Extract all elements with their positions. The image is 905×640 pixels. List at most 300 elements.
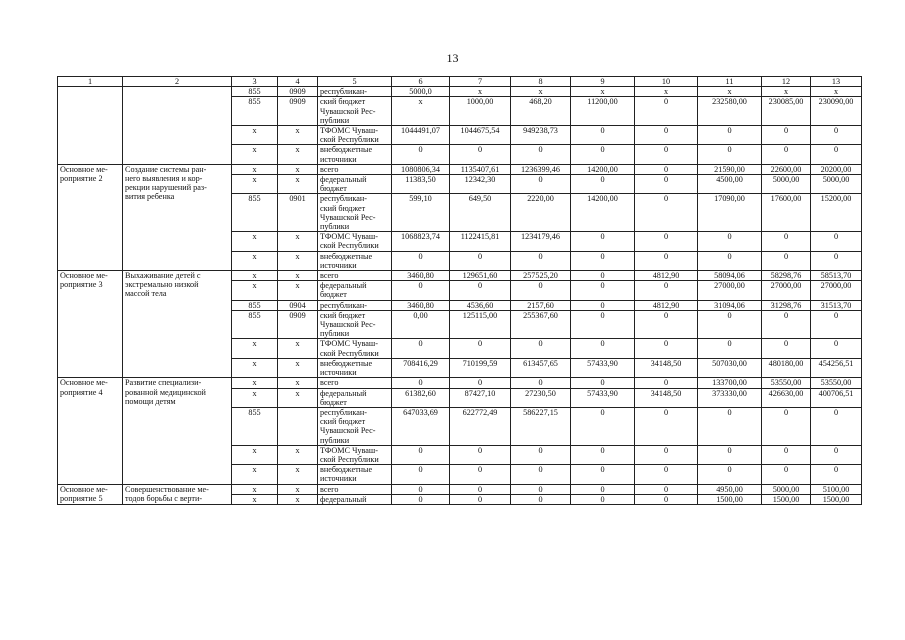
funding-source-line: ТФОМС Чуваш-: [320, 445, 378, 455]
value-cell-col-9: 0: [571, 175, 635, 194]
value-cell-col-13: 400706,51: [811, 388, 862, 407]
measure-description-cell: [123, 484, 232, 504]
value-cell-col-7: 125115,00: [450, 310, 511, 339]
funding-source-line: федеральный: [320, 494, 367, 504]
value-cell-col-12: 0: [762, 310, 811, 339]
header-cell-6: 6: [392, 77, 450, 87]
code-section-cell: x: [278, 126, 318, 145]
header-cell-10: 10: [635, 77, 698, 87]
value-cell-col-13: 53550,00: [811, 378, 862, 388]
measure-name-line: роприятие 5: [60, 493, 103, 503]
funding-source-line: всего: [320, 271, 339, 281]
code-grbs-cell: 855: [232, 97, 278, 126]
value-cell-col-7: 0: [450, 445, 511, 464]
value-cell-col-10: 0: [635, 494, 698, 504]
code-grbs-cell: x: [232, 281, 278, 300]
funding-source-line: бюджет: [320, 184, 347, 194]
value-cell-col-8: 0: [511, 445, 571, 464]
value-cell-col-12: 0: [762, 407, 811, 445]
funding-source-cell: [318, 232, 392, 251]
funding-source-line: публики: [320, 435, 350, 445]
funding-source-line: внебюджетные: [320, 145, 373, 155]
value-cell-col-7: 622772,49: [450, 407, 511, 445]
value-cell-col-7: 1000,00: [450, 97, 511, 126]
value-cell-col-7: 1122415,81: [450, 232, 511, 251]
value-cell-col-6: 0: [392, 378, 450, 388]
value-cell-col-7: 1044675,54: [450, 126, 511, 145]
header-cell-4: 4: [278, 77, 318, 87]
header-cell-9: 9: [571, 77, 635, 87]
funding-source-cell: [318, 175, 392, 194]
code-section-cell: x: [278, 281, 318, 300]
value-cell-col-6: 11383,50: [392, 175, 450, 194]
funding-source-line: внебюджетные: [320, 465, 373, 475]
value-cell-col-10: 0: [635, 194, 698, 232]
value-cell-col-12: 1500,00: [762, 494, 811, 504]
header-cell-1: 1: [58, 77, 123, 87]
value-cell-col-13: 58513,70: [811, 271, 862, 281]
value-cell-col-11: 0: [698, 310, 762, 339]
value-cell-col-6: 61382,60: [392, 388, 450, 407]
value-cell-col-11: 21590,00: [698, 164, 762, 174]
table-row: [58, 484, 862, 494]
code-grbs-cell: x: [232, 339, 278, 358]
funding-source-cell: [318, 271, 392, 281]
funding-source-line: федеральный: [320, 388, 367, 398]
funding-source-line: Чувашской Рес-: [320, 426, 376, 436]
value-cell-col-8: 586227,15: [511, 407, 571, 445]
code-grbs-cell: 855: [232, 87, 278, 97]
value-cell-col-6: 0,00: [392, 310, 450, 339]
code-grbs-cell: x: [232, 175, 278, 194]
header-cell-7: 7: [450, 77, 511, 87]
value-cell-col-7: 129651,60: [450, 271, 511, 281]
value-cell-col-11: 17090,00: [698, 194, 762, 232]
code-section-cell: [278, 407, 318, 445]
value-cell-col-12: 53550,00: [762, 378, 811, 388]
funding-source-line: источники: [320, 154, 357, 164]
value-cell-col-8: 0: [511, 465, 571, 484]
funding-source-line: ской Республики: [320, 454, 379, 464]
measure-name-line: Основное ме-: [60, 271, 108, 281]
code-section-cell: x: [278, 494, 318, 504]
value-cell-col-6: 647033,69: [392, 407, 450, 445]
value-cell-col-9: 0: [571, 494, 635, 504]
value-cell-col-9: 0: [571, 300, 635, 310]
value-cell-col-8: 2220,00: [511, 194, 571, 232]
funding-source-line: источники: [320, 260, 357, 270]
value-cell-col-13: 0: [811, 339, 862, 358]
value-cell-col-8: 468,20: [511, 97, 571, 126]
code-section-cell: x: [278, 164, 318, 174]
value-cell-col-6: 0: [392, 281, 450, 300]
funding-source-line: ской Республики: [320, 135, 379, 145]
funding-source-line: публики: [320, 222, 350, 232]
value-cell-col-11: 4500,00: [698, 175, 762, 194]
funding-source-cell: [318, 145, 392, 164]
funding-source-line: ской Республики: [320, 348, 379, 358]
value-cell-col-12: 0: [762, 251, 811, 270]
budget-table: [57, 76, 862, 505]
value-cell-col-9: 0: [571, 232, 635, 251]
value-cell-col-10: 0: [635, 445, 698, 464]
code-section-cell: x: [278, 145, 318, 164]
value-cell-col-6: x: [392, 97, 450, 126]
measure-description-line: Развитие специализи-: [125, 378, 202, 388]
table-row: [58, 164, 862, 174]
funding-source-cell: [318, 407, 392, 445]
code-section-cell: x: [278, 465, 318, 484]
value-cell-col-9: 0: [571, 145, 635, 164]
funding-source-line: ский бюджет: [320, 310, 366, 320]
value-cell-col-8: 1234179,46: [511, 232, 571, 251]
value-cell-col-8: 1236399,46: [511, 164, 571, 174]
value-cell-col-8: 0: [511, 251, 571, 270]
value-cell-col-11: 0: [698, 251, 762, 270]
value-cell-col-9: 0: [571, 281, 635, 300]
funding-source-line: Чувашской Рес-: [320, 212, 376, 222]
value-cell-col-8: 255367,60: [511, 310, 571, 339]
funding-source-cell: [318, 358, 392, 377]
value-cell-col-12: 5000,00: [762, 175, 811, 194]
value-cell-col-9: 14200,00: [571, 194, 635, 232]
funding-source-cell: [318, 194, 392, 232]
value-cell-col-11: 0: [698, 232, 762, 251]
value-cell-col-9: 0: [571, 407, 635, 445]
value-cell-col-12: 27000,00: [762, 281, 811, 300]
value-cell-col-13: 5000,00: [811, 175, 862, 194]
value-cell-col-7: 12342,30: [450, 175, 511, 194]
value-cell-col-10: 34148,50: [635, 358, 698, 377]
value-cell-col-10: 0: [635, 281, 698, 300]
funding-source-cell: [318, 339, 392, 358]
measure-description-line: массой тела: [125, 289, 167, 299]
value-cell-col-10: 0: [635, 164, 698, 174]
code-grbs-cell: x: [232, 126, 278, 145]
value-cell-col-8: 0: [511, 339, 571, 358]
value-cell-col-7: 4536,60: [450, 300, 511, 310]
funding-source-line: ской Республики: [320, 241, 379, 251]
value-cell-col-10: 0: [635, 145, 698, 164]
code-section-cell: 0909: [278, 87, 318, 97]
code-grbs-cell: x: [232, 358, 278, 377]
code-grbs-cell: x: [232, 494, 278, 504]
value-cell-col-7: 0: [450, 145, 511, 164]
value-cell-col-11: 373330,00: [698, 388, 762, 407]
measure-description-line: рекции нарушений раз-: [125, 183, 207, 193]
funding-source-line: ский бюджет: [320, 417, 366, 427]
value-cell-col-8: 0: [511, 281, 571, 300]
value-cell-col-10: 34148,50: [635, 388, 698, 407]
header-row: [58, 77, 862, 87]
code-grbs-cell: x: [232, 232, 278, 251]
funding-source-cell: [318, 281, 392, 300]
value-cell-col-7: 1135407,61: [450, 164, 511, 174]
code-grbs-cell: x: [232, 145, 278, 164]
funding-source-cell: [318, 164, 392, 174]
value-cell-col-9: 11200,00: [571, 97, 635, 126]
funding-source-line: всего: [320, 378, 339, 388]
value-cell-col-10: 0: [635, 484, 698, 494]
funding-source-line: публики: [320, 115, 350, 125]
value-cell-col-7: 649,50: [450, 194, 511, 232]
value-cell-col-12: 0: [762, 145, 811, 164]
value-cell-col-13: 1500,00: [811, 494, 862, 504]
value-cell-col-10: 0: [635, 465, 698, 484]
value-cell-col-12: 0: [762, 232, 811, 251]
code-section-cell: 0904: [278, 300, 318, 310]
code-grbs-cell: 855: [232, 300, 278, 310]
value-cell-col-11: 1500,00: [698, 494, 762, 504]
value-cell-col-12: 0: [762, 126, 811, 145]
code-grbs-cell: x: [232, 271, 278, 281]
funding-source-cell: [318, 388, 392, 407]
value-cell-col-12: 58298,76: [762, 271, 811, 281]
code-section-cell: x: [278, 271, 318, 281]
measure-description-line: тодов борьбы с верти-: [125, 493, 203, 503]
value-cell-col-6: 3460,80: [392, 300, 450, 310]
measure-description-line: Совершенствование ме-: [125, 484, 209, 494]
value-cell-col-10: 0: [635, 407, 698, 445]
value-cell-col-9: 0: [571, 378, 635, 388]
measure-name-cell: [58, 378, 123, 484]
measure-description-line: вития ребенка: [125, 192, 175, 202]
value-cell-col-12: 0: [762, 465, 811, 484]
value-cell-col-12: 480180,00: [762, 358, 811, 377]
value-cell-col-9: 0: [571, 484, 635, 494]
measure-description-cell: [123, 271, 232, 378]
table-row: [58, 271, 862, 281]
funding-source-line: внебюджетные: [320, 251, 373, 261]
value-cell-col-13: 0: [811, 126, 862, 145]
measure-name-line: роприятие 4: [60, 387, 103, 397]
value-cell-col-10: 4812,90: [635, 300, 698, 310]
value-cell-col-9: 0: [571, 271, 635, 281]
funding-source-line: республикан-: [320, 194, 367, 204]
funding-source-line: республикан-: [320, 407, 367, 417]
header-cell-5: 5: [318, 77, 392, 87]
funding-source-line: ский бюджет: [320, 203, 366, 213]
value-cell-col-11: 0: [698, 465, 762, 484]
value-cell-col-13: 15200,00: [811, 194, 862, 232]
value-cell-col-11: 507030,00: [698, 358, 762, 377]
code-section-cell: 0909: [278, 310, 318, 339]
funding-source-cell: [318, 445, 392, 464]
value-cell-col-13: 230090,00: [811, 97, 862, 126]
value-cell-col-9: 0: [571, 445, 635, 464]
table-row: [58, 378, 862, 388]
value-cell-col-13: 27000,00: [811, 281, 862, 300]
header-cell-13: 13: [811, 77, 862, 87]
funding-source-cell: [318, 87, 392, 97]
code-section-cell: 0909: [278, 97, 318, 126]
value-cell-col-13: 0: [811, 232, 862, 251]
value-cell-col-11: 58094,06: [698, 271, 762, 281]
value-cell-col-8: 0: [511, 484, 571, 494]
value-cell-col-11: x: [698, 87, 762, 97]
value-cell-col-11: 31094,06: [698, 300, 762, 310]
value-cell-col-6: 1068823,74: [392, 232, 450, 251]
value-cell-col-6: 0: [392, 339, 450, 358]
code-grbs-cell: 855: [232, 194, 278, 232]
value-cell-col-10: 0: [635, 126, 698, 145]
value-cell-col-10: 0: [635, 310, 698, 339]
measure-description-cell: [123, 87, 232, 165]
code-section-cell: x: [278, 339, 318, 358]
code-section-cell: x: [278, 175, 318, 194]
value-cell-col-8: 2157,60: [511, 300, 571, 310]
measure-description-line: рованной медицинской: [125, 387, 206, 397]
value-cell-col-6: 0: [392, 445, 450, 464]
value-cell-col-9: 0: [571, 465, 635, 484]
code-grbs-cell: x: [232, 484, 278, 494]
value-cell-col-12: 0: [762, 339, 811, 358]
funding-source-line: Чувашской Рес-: [320, 320, 376, 330]
funding-source-line: всего: [320, 484, 339, 494]
measure-name-cell: [58, 271, 123, 378]
value-cell-col-6: 3460,80: [392, 271, 450, 281]
value-cell-col-11: 0: [698, 407, 762, 445]
funding-source-cell: [318, 251, 392, 270]
value-cell-col-6: 599,10: [392, 194, 450, 232]
value-cell-col-7: 0: [450, 494, 511, 504]
value-cell-col-8: 27230,50: [511, 388, 571, 407]
value-cell-col-8: 949238,73: [511, 126, 571, 145]
code-grbs-cell: x: [232, 388, 278, 407]
header-cell-11: 11: [698, 77, 762, 87]
value-cell-col-8: 0: [511, 494, 571, 504]
value-cell-col-7: 0: [450, 251, 511, 270]
header-cell-8: 8: [511, 77, 571, 87]
value-cell-col-6: 0: [392, 145, 450, 164]
measure-name-line: Основное ме-: [60, 164, 108, 174]
value-cell-col-13: 454256,51: [811, 358, 862, 377]
funding-source-cell: [318, 310, 392, 339]
code-section-cell: x: [278, 378, 318, 388]
funding-source-line: ский бюджет: [320, 97, 366, 107]
measure-description-line: помощи детям: [125, 396, 176, 406]
value-cell-col-7: 0: [450, 339, 511, 358]
value-cell-col-6: 1080806,34: [392, 164, 450, 174]
value-cell-col-10: 0: [635, 97, 698, 126]
value-cell-col-10: 0: [635, 232, 698, 251]
measure-description-line: Создание системы ран-: [125, 164, 207, 174]
value-cell-col-8: 613457,65: [511, 358, 571, 377]
funding-source-line: федеральный: [320, 281, 367, 291]
value-cell-col-11: 232580,00: [698, 97, 762, 126]
value-cell-col-8: 0: [511, 378, 571, 388]
funding-source-line: бюджет: [320, 290, 347, 300]
value-cell-col-7: 0: [450, 281, 511, 300]
value-cell-col-10: 0: [635, 175, 698, 194]
value-cell-col-11: 0: [698, 445, 762, 464]
value-cell-col-6: 1044491,07: [392, 126, 450, 145]
value-cell-col-11: 133700,00: [698, 378, 762, 388]
funding-source-line: республикан-: [320, 300, 367, 310]
value-cell-col-13: 31513,70: [811, 300, 862, 310]
header-cell-12: 12: [762, 77, 811, 87]
value-cell-col-11: 4950,00: [698, 484, 762, 494]
value-cell-col-12: 426630,00: [762, 388, 811, 407]
value-cell-col-10: 4812,90: [635, 271, 698, 281]
value-cell-col-8: x: [511, 87, 571, 97]
funding-source-line: источники: [320, 474, 357, 484]
measure-description-line: него выявления и кор-: [125, 174, 203, 184]
measure-name-cell: [58, 484, 123, 504]
funding-source-line: ТФОМС Чуваш-: [320, 232, 378, 242]
measure-description-cell: [123, 164, 232, 270]
value-cell-col-7: 0: [450, 378, 511, 388]
value-cell-col-12: 17600,00: [762, 194, 811, 232]
value-cell-col-9: 0: [571, 310, 635, 339]
value-cell-col-6: 0: [392, 465, 450, 484]
code-grbs-cell: x: [232, 164, 278, 174]
value-cell-col-6: 0: [392, 494, 450, 504]
value-cell-col-11: 0: [698, 339, 762, 358]
value-cell-col-7: 87427,10: [450, 388, 511, 407]
value-cell-col-13: 0: [811, 445, 862, 464]
value-cell-col-7: 0: [450, 465, 511, 484]
funding-source-line: источники: [320, 368, 357, 378]
value-cell-col-8: 257525,20: [511, 271, 571, 281]
header-cell-3: 3: [232, 77, 278, 87]
value-cell-col-10: x: [635, 87, 698, 97]
value-cell-col-9: 0: [571, 339, 635, 358]
value-cell-col-11: 0: [698, 145, 762, 164]
code-section-cell: x: [278, 358, 318, 377]
value-cell-col-12: 22600,00: [762, 164, 811, 174]
code-grbs-cell: 855: [232, 310, 278, 339]
code-section-cell: x: [278, 445, 318, 464]
value-cell-col-12: x: [762, 87, 811, 97]
value-cell-col-6: 708416,29: [392, 358, 450, 377]
measure-name-line: Основное ме-: [60, 484, 108, 494]
value-cell-col-8: 0: [511, 145, 571, 164]
value-cell-col-13: 0: [811, 310, 862, 339]
measure-name-cell: [58, 87, 123, 165]
code-section-cell: x: [278, 484, 318, 494]
measure-name-line: роприятие 3: [60, 280, 103, 290]
funding-source-line: Чувашской Рес-: [320, 106, 376, 116]
measure-name-line: роприятие 2: [60, 174, 103, 184]
measure-description-cell: [123, 378, 232, 484]
value-cell-col-13: 5100,00: [811, 484, 862, 494]
value-cell-col-12: 31298,76: [762, 300, 811, 310]
funding-source-cell: [318, 97, 392, 126]
code-section-cell: x: [278, 232, 318, 251]
value-cell-col-9: 0: [571, 126, 635, 145]
code-section-cell: 0901: [278, 194, 318, 232]
value-cell-col-9: 14200,00: [571, 164, 635, 174]
value-cell-col-10: 0: [635, 339, 698, 358]
funding-source-cell: [318, 300, 392, 310]
funding-source-line: ТФОМС Чуваш-: [320, 339, 378, 349]
value-cell-col-7: 0: [450, 484, 511, 494]
value-cell-col-9: 57433,90: [571, 388, 635, 407]
code-grbs-cell: 855: [232, 407, 278, 445]
measure-name-cell: [58, 164, 123, 270]
code-section-cell: x: [278, 251, 318, 270]
value-cell-col-6: 0: [392, 484, 450, 494]
funding-source-cell: [318, 465, 392, 484]
funding-source-cell: [318, 494, 392, 504]
value-cell-col-9: x: [571, 87, 635, 97]
page-number: 13: [446, 51, 459, 65]
measure-name-line: Основное ме-: [60, 378, 108, 388]
value-cell-col-12: 0: [762, 445, 811, 464]
code-grbs-cell: x: [232, 251, 278, 270]
funding-source-line: республикан-: [320, 87, 367, 97]
